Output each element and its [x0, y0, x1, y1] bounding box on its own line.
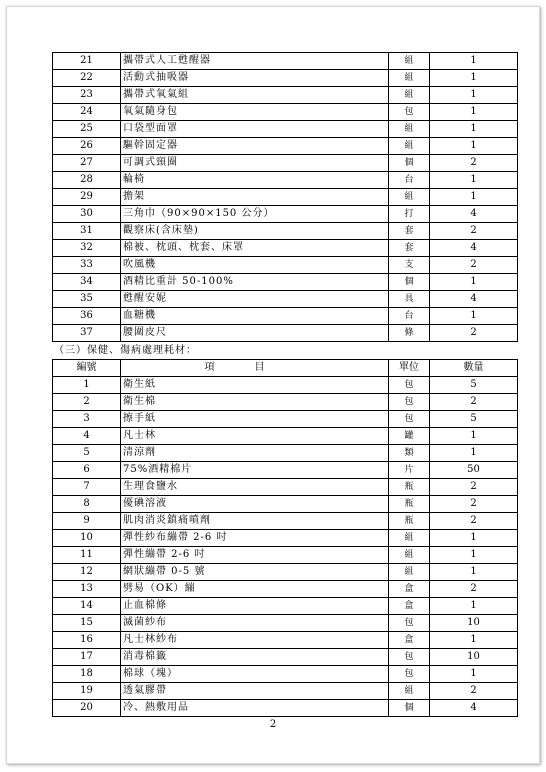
header-unit: 單位	[389, 360, 430, 377]
cell-number: 29	[53, 189, 121, 206]
cell-number: 2	[53, 394, 121, 411]
cell-number: 27	[53, 155, 121, 172]
document-page	[6, 6, 540, 764]
cell-item: 止血棉條	[121, 598, 389, 615]
cell-item: 擦手紙	[121, 411, 389, 428]
cell-item: 彈性紗布繃帶 2-6 吋	[121, 530, 389, 547]
cell-number: 37	[53, 325, 121, 342]
cell-number: 5	[53, 445, 121, 462]
cell-unit: 包	[389, 394, 430, 411]
table-row	[53, 138, 518, 155]
table-row	[53, 581, 518, 598]
equipment-table	[52, 52, 518, 342]
cell-quantity: 2	[430, 325, 518, 342]
cell-unit: 包	[389, 377, 430, 394]
cell-quantity: 2	[430, 496, 518, 513]
cell-quantity: 1	[430, 274, 518, 291]
cell-unit: 盒	[389, 598, 430, 615]
cell-number: 21	[53, 53, 121, 70]
cell-item: 優碘溶液	[121, 496, 389, 513]
cell-quantity: 4	[430, 291, 518, 308]
cell-quantity: 5	[430, 411, 518, 428]
cell-quantity: 4	[430, 206, 518, 223]
cell-quantity: 2	[430, 513, 518, 530]
table-row	[53, 87, 518, 104]
cell-quantity: 5	[430, 377, 518, 394]
table-row	[53, 104, 518, 121]
cell-item: 肌肉消炎鎮痛噴劑	[121, 513, 389, 530]
cell-number: 11	[53, 547, 121, 564]
cell-number: 1	[53, 377, 121, 394]
table-row	[53, 479, 518, 496]
cell-unit: 組	[389, 138, 430, 155]
cell-number: 20	[53, 700, 121, 717]
cell-unit: 組	[389, 683, 430, 700]
table-row	[53, 172, 518, 189]
table-row	[53, 445, 518, 462]
cell-number: 32	[53, 240, 121, 257]
cell-unit: 包	[389, 666, 430, 683]
cell-unit: 瓶	[389, 479, 430, 496]
cell-item: 甦醒安妮	[121, 291, 389, 308]
cell-quantity: 1	[430, 53, 518, 70]
cell-number: 14	[53, 598, 121, 615]
cell-unit: 支	[389, 257, 430, 274]
cell-number: 34	[53, 274, 121, 291]
cell-unit: 包	[389, 104, 430, 121]
cell-number: 9	[53, 513, 121, 530]
cell-unit: 條	[389, 325, 430, 342]
cell-quantity: 1	[430, 104, 518, 121]
table-row	[53, 649, 518, 666]
header-item: 項目	[121, 360, 389, 377]
cell-quantity: 1	[430, 564, 518, 581]
cell-item: 消毒棉籤	[121, 649, 389, 666]
cell-number: 22	[53, 70, 121, 87]
cell-unit: 打	[389, 206, 430, 223]
table-row	[53, 564, 518, 581]
cell-unit: 盒	[389, 632, 430, 649]
table-row	[53, 394, 518, 411]
cell-number: 15	[53, 615, 121, 632]
cell-unit: 組	[389, 70, 430, 87]
cell-unit: 盒	[389, 581, 430, 598]
table-row	[53, 598, 518, 615]
table-row	[53, 496, 518, 513]
cell-item: 驅幹固定器	[121, 138, 389, 155]
cell-item: 氧氣隨身包	[121, 104, 389, 121]
cell-quantity: 1	[430, 308, 518, 325]
table-row	[53, 189, 518, 206]
table-row	[53, 513, 518, 530]
cell-item: 活動式抽吸器	[121, 70, 389, 87]
cell-unit: 罐	[389, 428, 430, 445]
cell-item: 酒精比重計 50-100%	[121, 274, 389, 291]
cell-unit: 組	[389, 547, 430, 564]
cell-number: 3	[53, 411, 121, 428]
cell-number: 4	[53, 428, 121, 445]
cell-quantity: 10	[430, 615, 518, 632]
cell-unit: 瓶	[389, 496, 430, 513]
cell-unit: 類	[389, 445, 430, 462]
cell-number: 25	[53, 121, 121, 138]
cell-unit: 包	[389, 615, 430, 632]
cell-unit: 片	[389, 462, 430, 479]
table-row	[53, 411, 518, 428]
table-row	[53, 547, 518, 564]
cell-item: 棉球（塊）	[121, 666, 389, 683]
table-row	[53, 70, 518, 87]
cell-number: 18	[53, 666, 121, 683]
table-row	[53, 53, 518, 70]
cell-number: 23	[53, 87, 121, 104]
cell-item: 血糖機	[121, 308, 389, 325]
cell-unit: 個	[389, 155, 430, 172]
cell-quantity: 1	[430, 598, 518, 615]
table-row	[53, 462, 518, 479]
cell-item: 劈易（OK）繃	[121, 581, 389, 598]
cell-item: 腰圍皮尺	[121, 325, 389, 342]
table-row	[53, 206, 518, 223]
table-row	[53, 308, 518, 325]
table-row	[53, 121, 518, 138]
cell-quantity: 1	[430, 138, 518, 155]
table-row	[53, 700, 518, 717]
cell-unit: 包	[389, 649, 430, 666]
cell-item: 冷、熱敷用品	[121, 700, 389, 717]
cell-quantity: 1	[430, 87, 518, 104]
cell-item: 透氣膠帶	[121, 683, 389, 700]
cell-quantity: 1	[430, 632, 518, 649]
cell-item: 75%酒精棉片	[121, 462, 389, 479]
cell-item: 彈性繃帶 2-6 吋	[121, 547, 389, 564]
cell-unit: 具	[389, 291, 430, 308]
table-row	[53, 666, 518, 683]
cell-quantity: 1	[430, 70, 518, 87]
cell-quantity: 10	[430, 649, 518, 666]
cell-unit: 組	[389, 87, 430, 104]
cell-quantity: 1	[430, 547, 518, 564]
cell-quantity: 2	[430, 479, 518, 496]
cell-quantity: 1	[430, 445, 518, 462]
equipment-table-body	[53, 53, 518, 342]
table-row	[53, 223, 518, 240]
cell-quantity: 4	[430, 700, 518, 717]
cell-unit: 套	[389, 223, 430, 240]
cell-quantity: 2	[430, 581, 518, 598]
cell-unit: 瓶	[389, 513, 430, 530]
cell-number: 33	[53, 257, 121, 274]
cell-number: 8	[53, 496, 121, 513]
cell-number: 16	[53, 632, 121, 649]
cell-item: 攜帶式氧氣組	[121, 87, 389, 104]
cell-unit: 組	[389, 121, 430, 138]
table-row	[53, 530, 518, 547]
cell-unit: 包	[389, 411, 430, 428]
cell-quantity: 1	[430, 172, 518, 189]
cell-item: 吹風機	[121, 257, 389, 274]
cell-number: 30	[53, 206, 121, 223]
cell-number: 31	[53, 223, 121, 240]
cell-item: 口袋型面罩	[121, 121, 389, 138]
cell-quantity: 2	[430, 223, 518, 240]
cell-unit: 組	[389, 189, 430, 206]
cell-item: 凡士林紗布	[121, 632, 389, 649]
cell-number: 28	[53, 172, 121, 189]
cell-number: 24	[53, 104, 121, 121]
cell-quantity: 4	[430, 240, 518, 257]
table-row	[53, 615, 518, 632]
cell-unit: 台	[389, 172, 430, 189]
cell-unit: 套	[389, 240, 430, 257]
cell-unit: 台	[389, 308, 430, 325]
cell-item: 衛生棉	[121, 394, 389, 411]
cell-item: 可調式頸圈	[121, 155, 389, 172]
supplies-table	[52, 359, 518, 717]
cell-quantity: 2	[430, 257, 518, 274]
cell-quantity: 1	[430, 428, 518, 445]
cell-number: 10	[53, 530, 121, 547]
cell-item: 觀察床(含床墊)	[121, 223, 389, 240]
cell-number: 7	[53, 479, 121, 496]
cell-unit: 個	[389, 700, 430, 717]
table-row	[53, 240, 518, 257]
table-row	[53, 632, 518, 649]
cell-number: 6	[53, 462, 121, 479]
table-row	[53, 428, 518, 445]
table-row	[53, 377, 518, 394]
cell-item: 攜帶式人工甦醒器	[121, 53, 389, 70]
cell-quantity: 1	[430, 530, 518, 547]
table-header-row	[53, 360, 518, 377]
cell-unit: 組	[389, 564, 430, 581]
header-number: 編號	[53, 360, 121, 377]
cell-number: 17	[53, 649, 121, 666]
table-row	[53, 257, 518, 274]
cell-item: 凡士林	[121, 428, 389, 445]
cell-number: 13	[53, 581, 121, 598]
header-quantity: 數量	[430, 360, 518, 377]
cell-item: 滅菌紗布	[121, 615, 389, 632]
cell-item: 擔架	[121, 189, 389, 206]
table-row	[53, 291, 518, 308]
cell-quantity: 2	[430, 155, 518, 172]
cell-quantity: 2	[430, 683, 518, 700]
cell-unit: 組	[389, 530, 430, 547]
supplies-table-body	[53, 377, 518, 717]
cell-quantity: 1	[430, 121, 518, 138]
cell-item: 網狀繃帶 0-5 號	[121, 564, 389, 581]
cell-number: 26	[53, 138, 121, 155]
cell-quantity: 1	[430, 189, 518, 206]
cell-quantity: 50	[430, 462, 518, 479]
cell-item: 清涼劑	[121, 445, 389, 462]
cell-item: 棉被、枕頭、枕套、床罩	[121, 240, 389, 257]
cell-item: 輪椅	[121, 172, 389, 189]
cell-unit: 個	[389, 274, 430, 291]
cell-quantity: 1	[430, 666, 518, 683]
table-row	[53, 155, 518, 172]
table-row	[53, 325, 518, 342]
section-title: （三）保健、傷病處理耗材：	[54, 345, 197, 356]
cell-number: 19	[53, 683, 121, 700]
cell-item: 生理食鹽水	[121, 479, 389, 496]
page-number: 2	[269, 719, 277, 730]
cell-item: 衛生紙	[121, 377, 389, 394]
cell-number: 36	[53, 308, 121, 325]
cell-quantity: 2	[430, 394, 518, 411]
cell-unit: 組	[389, 53, 430, 70]
table-row	[53, 274, 518, 291]
table-row	[53, 683, 518, 700]
cell-number: 12	[53, 564, 121, 581]
cell-number: 35	[53, 291, 121, 308]
cell-item: 三角巾（90×90×150 公分）	[121, 206, 389, 223]
